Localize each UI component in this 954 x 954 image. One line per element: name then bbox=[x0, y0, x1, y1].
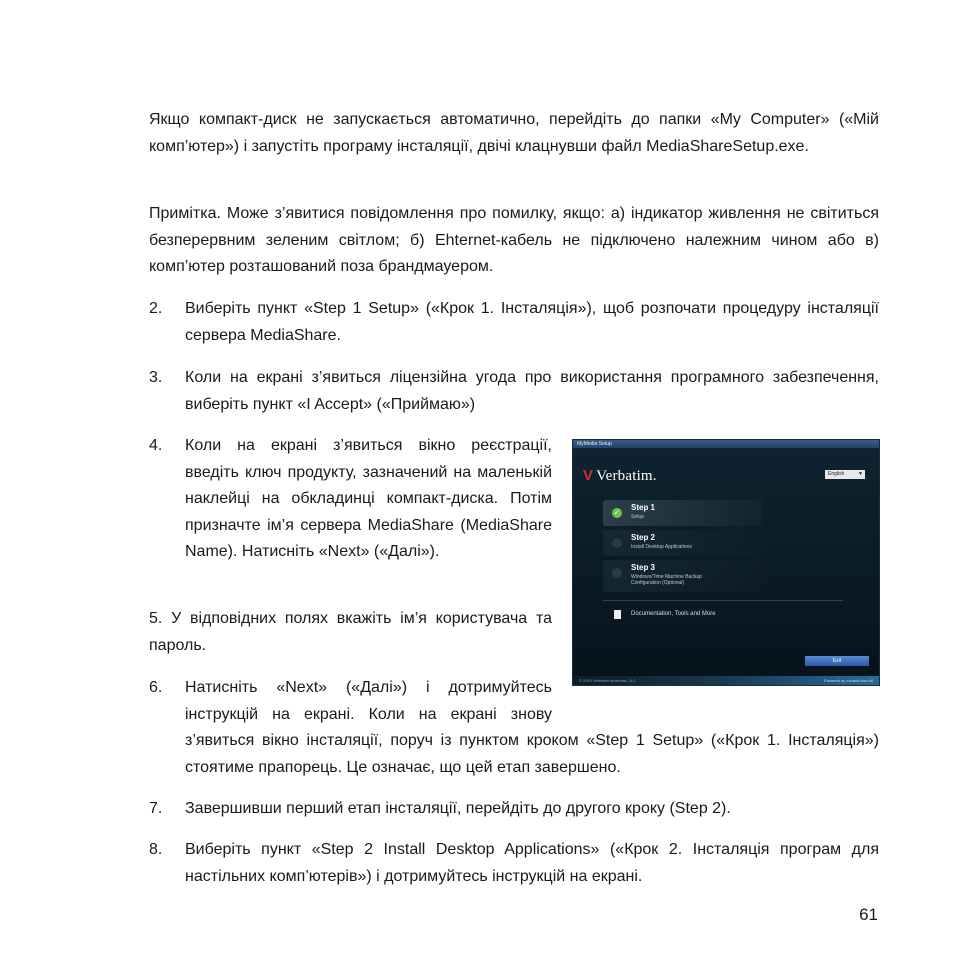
setup-screenshot bbox=[573, 440, 879, 685]
document-icon bbox=[614, 610, 621, 619]
page-number: 61 bbox=[859, 905, 878, 924]
exit-button[interactable]: Exit bbox=[805, 656, 869, 666]
list-item-5 bbox=[149, 606, 552, 659]
copyright-text: © 2010 Verbatim Americas, LLC bbox=[579, 678, 636, 683]
step-2-button[interactable] bbox=[603, 530, 763, 556]
step-indicator-icon bbox=[612, 538, 622, 548]
list-item-4 bbox=[149, 433, 552, 566]
intro-paragraph: Якщо компакт-диск не запускається автоматично, перейдіть до папки «My Computer» («Мій комп’ютер») і запустіть програму інсталяції, двічі клацнувши файл MediaShareSetup.exe. bbox=[149, 111, 879, 155]
list-text: Коли на екрані з’явиться вікно реєстрації, введіть ключ продукту, зазначений на маленькій наклейці на обкладинці компакт-диска. Потім призначте ім’я сервера MediaShare (MediaShare Name). Натисніть «Next» («Далі»). bbox=[185, 437, 552, 560]
verbatim-logo bbox=[583, 467, 657, 485]
language-select[interactable] bbox=[825, 470, 865, 479]
window-footer bbox=[573, 676, 879, 685]
step-indicator-icon bbox=[612, 568, 622, 578]
list-item-8 bbox=[149, 837, 879, 890]
list-number: 8. bbox=[149, 841, 163, 858]
divider bbox=[603, 600, 843, 601]
step-title: Step 2 bbox=[631, 533, 656, 542]
list-text: Виберіть пункт «Step 2 Install Desktop Applications» («Крок 2. Інсталяція програм для настільних комп’ютерів») і дотримуйтесь інструкцій на екрані. bbox=[185, 841, 879, 885]
step-subtitle: Install Desktop Applications bbox=[631, 544, 692, 550]
list-number: 4. bbox=[149, 437, 163, 454]
logo-text: Verbatim. bbox=[596, 468, 657, 484]
list-item-3 bbox=[149, 365, 879, 418]
list-item-2 bbox=[149, 296, 879, 349]
list-item-6 bbox=[149, 675, 879, 781]
list-text: Коли на екрані з’явиться ліцензійна угода про використання програмного забезпечення, виберіть пункт «I Accept» («Приймаю») bbox=[185, 369, 879, 413]
list-number: 2. bbox=[149, 300, 163, 317]
verbatim-v-icon: V bbox=[583, 467, 594, 484]
list-text: Завершивши перший етап інсталяції, перейдіть до другого кроку (Step 2). bbox=[185, 800, 731, 817]
step-1-button[interactable] bbox=[603, 500, 763, 526]
step-subtitle: Setup bbox=[631, 514, 645, 520]
list-item-7 bbox=[149, 796, 879, 823]
list-number: 3. bbox=[149, 369, 163, 386]
list-number: 5. bbox=[149, 610, 163, 627]
window-titlebar: MyMedia Setup bbox=[573, 440, 879, 448]
step-title: Step 3 bbox=[631, 563, 656, 572]
list-number: 6. bbox=[149, 679, 163, 696]
documentation-label: Documentation, Tools and More bbox=[631, 611, 716, 617]
step-title: Step 1 bbox=[631, 503, 656, 512]
list-text-rest: з’явиться вікно інсталяції, поруч із пунктом кроком «Step 1 Setup» («Крок 1. Інсталяція») стоятиме прапорець. Це означає, що цей етап завершено. bbox=[185, 732, 879, 776]
list-text-line2: інструкцій на екрані. Коли на екрані знову bbox=[185, 705, 552, 723]
chevron-down-icon: ▼ bbox=[858, 471, 863, 477]
language-value: English bbox=[828, 471, 845, 477]
list-text: Виберіть пункт «Step 1 Setup» («Крок 1. Інсталяція»), щоб розпочати процедуру інсталяції сервера MediaShare. bbox=[185, 300, 879, 344]
checkmark-icon: ✓ bbox=[613, 508, 621, 517]
list-text-line1: Натисніть «Next» («Далі») і дотримуйтесь bbox=[185, 679, 552, 696]
step-subtitle: Windows/Time Machine Backup Configuration (Optional) bbox=[631, 574, 702, 586]
list-text: У відповідних полях вкажіть ім’я користувача та пароль. bbox=[149, 610, 552, 654]
note-paragraph: Примітка. Може з’явитися повідомлення про помилку, якщо: а) індикатор живлення не світиться безперервним зеленим світлом; б) Ehternet-кабель не підключено належним чином або в) комп’ютер розташований поза брандмауером. bbox=[149, 205, 879, 275]
powered-by-text: Powered by content from M bbox=[824, 678, 873, 683]
list-number: 7. bbox=[149, 800, 163, 817]
step-3-button[interactable] bbox=[603, 560, 763, 592]
documentation-link[interactable] bbox=[603, 605, 823, 625]
